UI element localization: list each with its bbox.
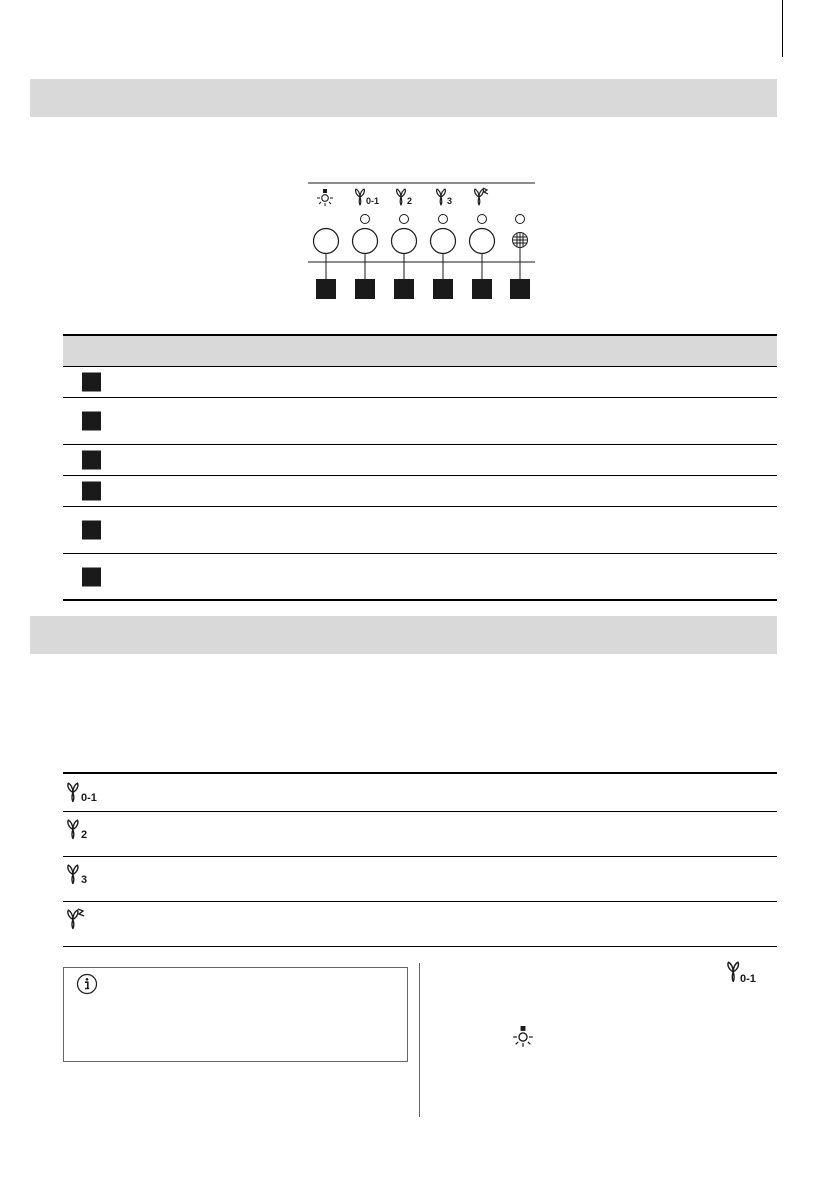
speed-0-1-button <box>353 229 378 254</box>
table-row <box>63 774 777 812</box>
table-row <box>63 553 777 601</box>
fan-intensive-icon <box>475 188 488 205</box>
fan-intensive-icon <box>66 908 108 930</box>
callout-marker <box>316 279 336 299</box>
led-speed-3 <box>439 215 448 224</box>
callout-marker <box>82 451 101 470</box>
callout-marker <box>82 567 101 586</box>
callout-marker <box>355 279 375 299</box>
fan-speed-icon <box>725 960 765 986</box>
info-icon <box>76 973 98 995</box>
led-filter <box>516 215 525 224</box>
table-row <box>63 506 777 553</box>
fan-speed-label: 0-1 <box>366 196 380 206</box>
fan-speed-icon <box>66 781 108 803</box>
fan-speed-label: 2 <box>81 829 88 840</box>
led-speed-2 <box>400 215 409 224</box>
fan-speed-table <box>63 772 777 947</box>
fan-speed-icon <box>66 818 108 840</box>
table-row <box>63 812 777 857</box>
fan-speed-icon <box>437 189 452 206</box>
callout-marker <box>82 482 101 501</box>
callout-markers <box>316 279 530 299</box>
fan-speed-icon <box>397 189 412 206</box>
table-row <box>63 397 777 444</box>
speed-3-button <box>431 229 456 254</box>
table-row <box>63 475 777 506</box>
speed-2-button <box>392 229 417 254</box>
table-header <box>63 334 777 366</box>
grease-filter-icon <box>513 233 528 248</box>
table-row <box>63 857 777 902</box>
fan-speed-label: 2 <box>407 196 413 206</box>
fan-speed-icon <box>356 189 379 206</box>
section-header-2 <box>30 616 777 654</box>
fan-speed-icon <box>66 863 108 885</box>
section-header-1 <box>30 79 777 117</box>
panel-buttons[interactable] <box>314 229 495 254</box>
light-icon <box>317 189 333 206</box>
fan-speed-label: 3 <box>81 874 88 885</box>
fan-speed-label: 0-1 <box>81 792 97 803</box>
callout-marker <box>472 279 492 299</box>
table-row <box>63 444 777 475</box>
fan-speed-label: 0-1 <box>740 973 756 985</box>
fan-speed-label: 3 <box>447 196 453 206</box>
led-speed-0-1 <box>361 215 370 224</box>
light-icon <box>512 1026 534 1048</box>
led-intensive <box>478 215 487 224</box>
table-row <box>63 366 777 397</box>
column-divider <box>419 963 420 1117</box>
callout-marker <box>510 279 530 299</box>
table-row <box>63 902 777 947</box>
controls-table <box>63 334 777 601</box>
callout-marker <box>82 521 101 540</box>
light-button <box>314 229 339 254</box>
callout-marker <box>82 373 101 392</box>
control-panel-diagram <box>300 180 540 305</box>
callout-marker <box>394 279 414 299</box>
page-corner-mark <box>782 0 783 57</box>
intensive-button <box>470 229 495 254</box>
info-note-box <box>63 967 408 1062</box>
callout-marker <box>433 279 453 299</box>
callout-marker <box>82 412 101 431</box>
indicator-leds <box>361 215 525 224</box>
